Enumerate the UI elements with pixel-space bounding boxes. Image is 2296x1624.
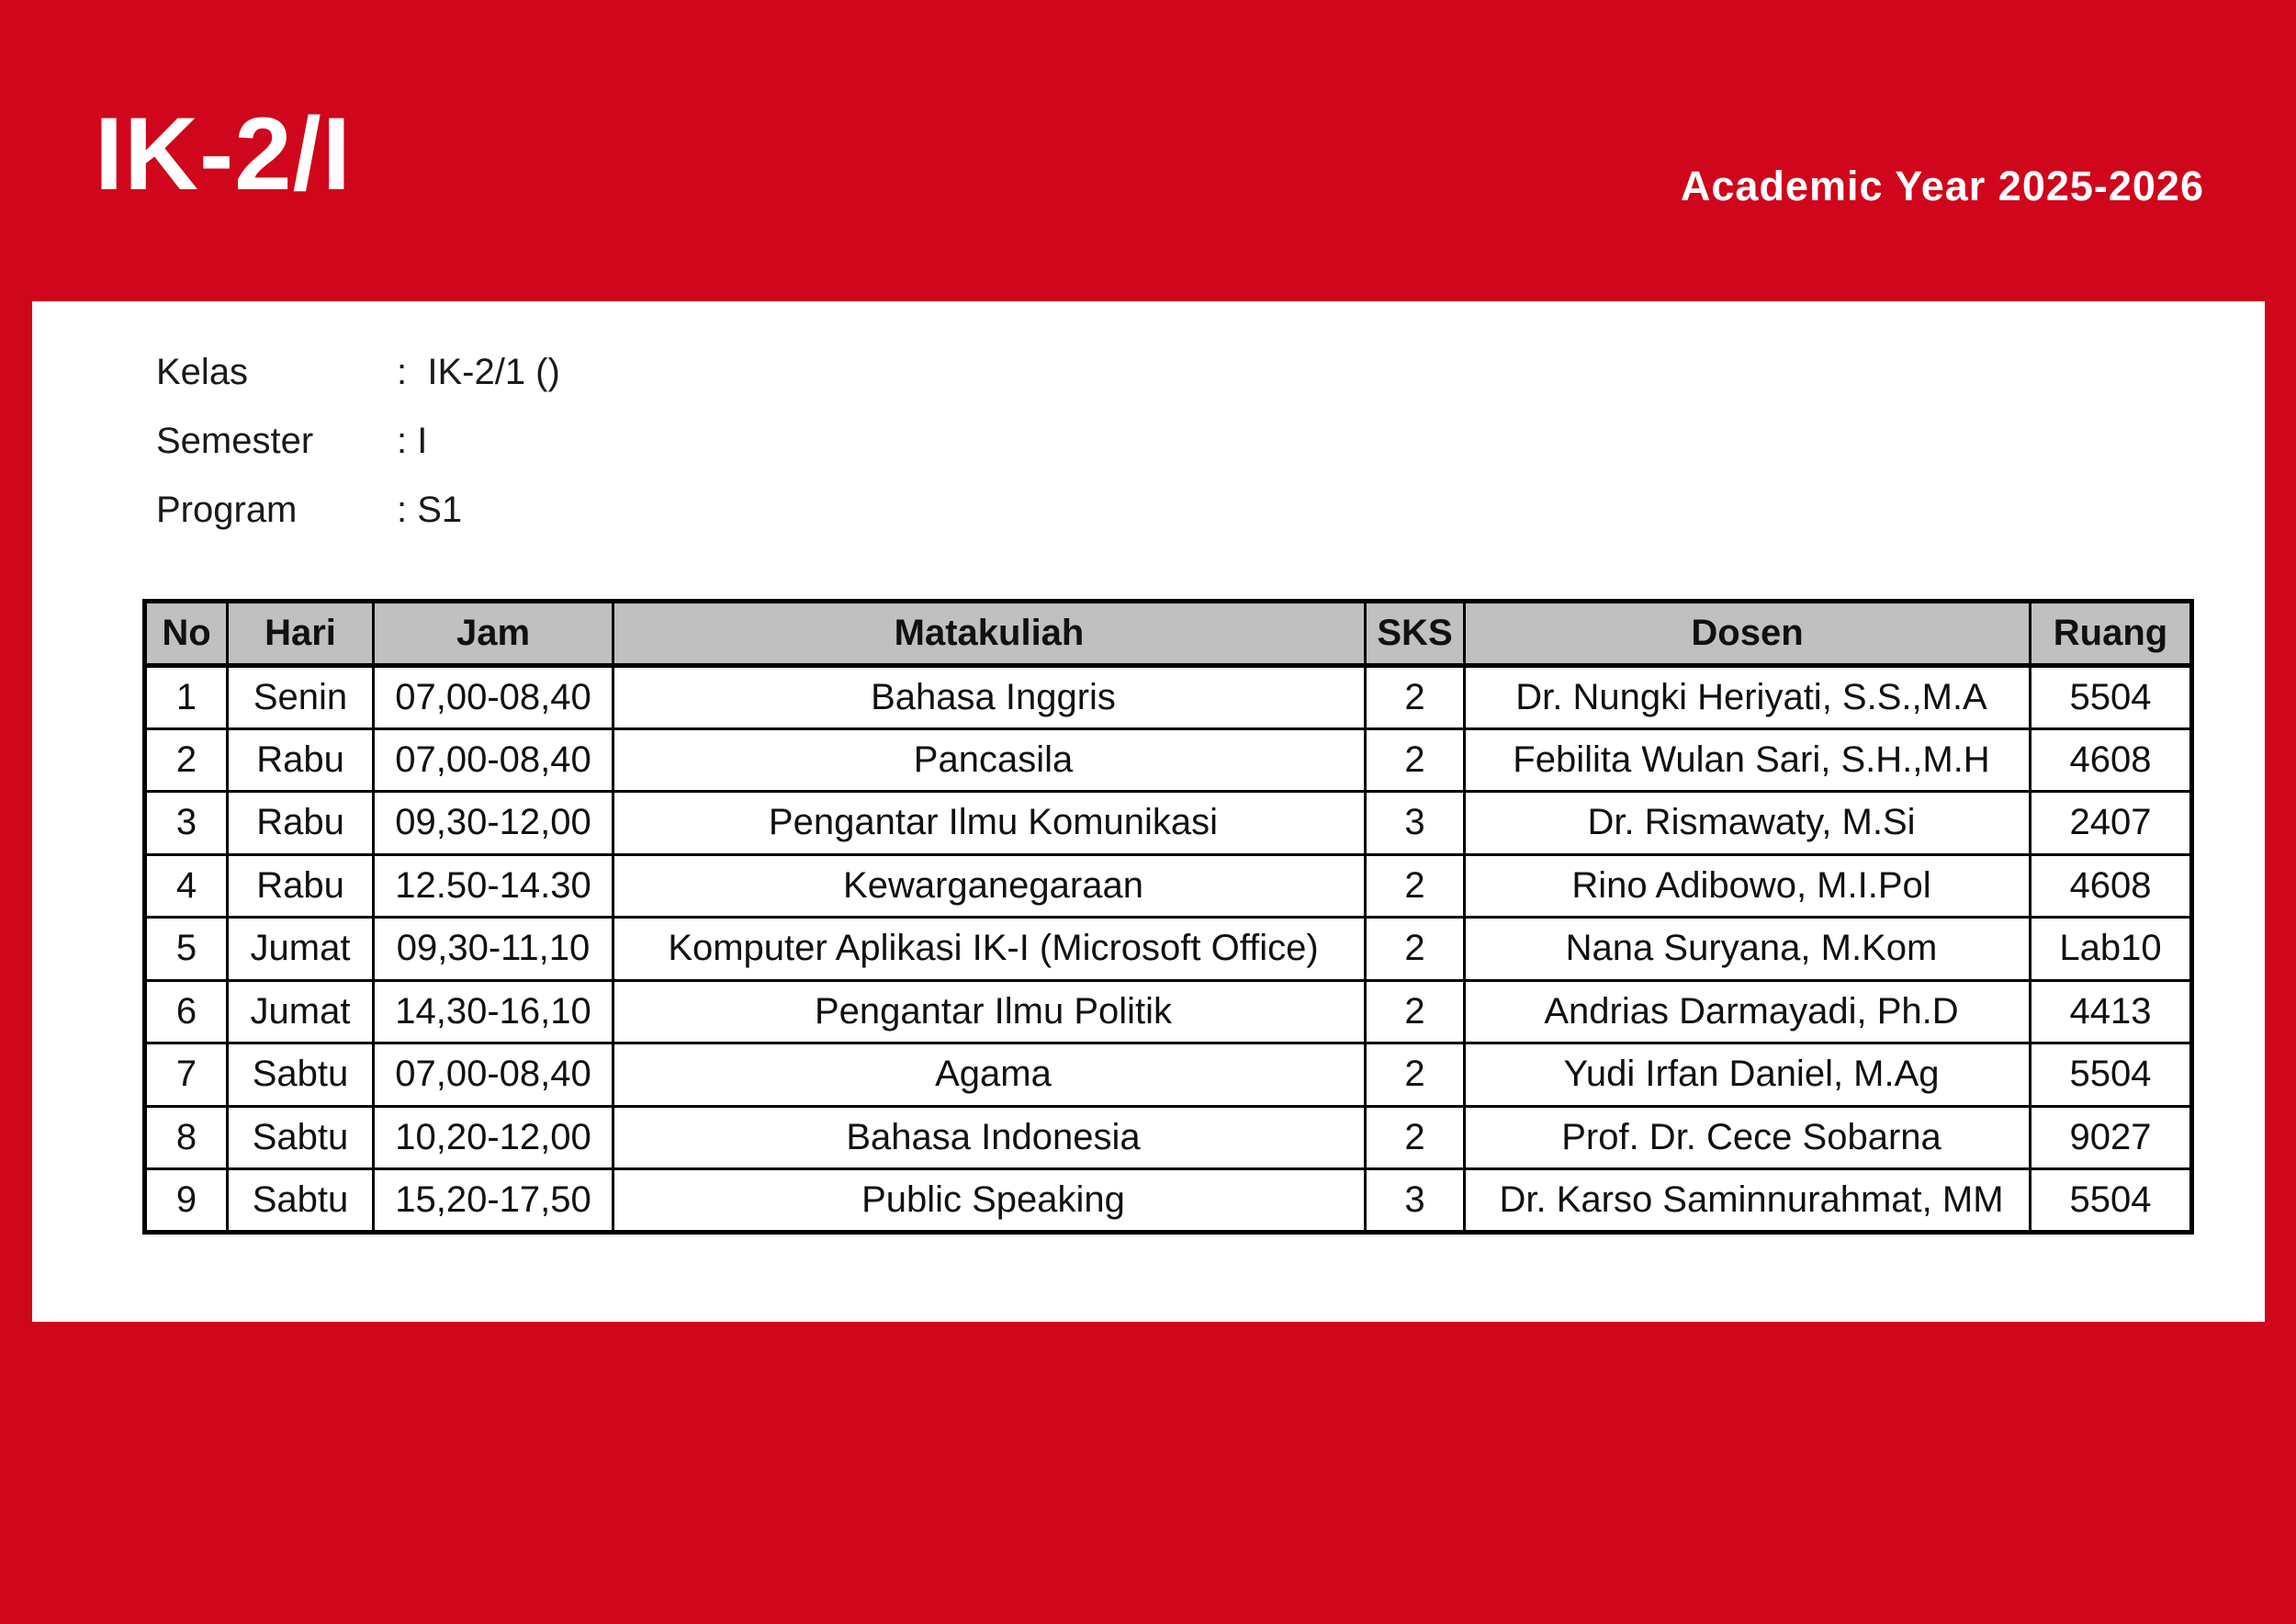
column-header-sks: SKS — [1366, 602, 1465, 666]
table-cell-sks: 2 — [1366, 728, 1465, 792]
table-cell-ruang: 4608 — [2031, 854, 2192, 918]
table-cell-matakuliah: Kewarganegaraan — [613, 854, 1366, 918]
table-cell-dosen: Febilita Wulan Sari, S.H.,M.H — [1465, 728, 2031, 792]
table-cell-sks: 2 — [1366, 854, 1465, 918]
table-cell-sks: 2 — [1366, 980, 1465, 1043]
table-cell-hari: Jumat — [228, 980, 374, 1043]
column-header-hari: Hari — [228, 602, 374, 666]
table-cell-sks: 2 — [1366, 666, 1465, 729]
info-row-kelas — [156, 338, 560, 407]
table-cell-hari: Rabu — [228, 792, 374, 855]
table-cell-hari: Sabtu — [228, 1106, 374, 1169]
header-row — [145, 602, 2192, 666]
column-header-dosen: Dosen — [1465, 602, 2031, 666]
info-row-program — [156, 476, 560, 545]
table-cell-matakuliah: Bahasa Inggris — [613, 666, 1366, 729]
table-cell-matakuliah: Public Speaking — [613, 1169, 1366, 1233]
info-label-program: Program — [156, 490, 298, 530]
table-cell-sks: 3 — [1366, 1169, 1465, 1233]
page-title: IK-2/I — [95, 96, 352, 211]
info-value-kelas: : IK-2/1 () — [397, 352, 560, 392]
column-header-matakuliah: Matakuliah — [613, 602, 1366, 666]
table-cell-no: 7 — [145, 1043, 228, 1107]
table-row — [145, 918, 2192, 981]
table-cell-ruang: 5504 — [2031, 1043, 2192, 1107]
table-cell-hari: Senin — [228, 666, 374, 729]
table-cell-matakuliah: Pengantar Ilmu Politik — [613, 980, 1366, 1043]
table-cell-hari: Sabtu — [228, 1043, 374, 1107]
table-cell-matakuliah: Bahasa Indonesia — [613, 1106, 1366, 1169]
table-cell-no: 3 — [145, 792, 228, 855]
table-cell-no: 4 — [145, 854, 228, 918]
table-cell-ruang: 9027 — [2031, 1106, 2192, 1169]
table-cell-no: 5 — [145, 918, 228, 981]
table-row — [145, 854, 2192, 918]
class-info — [156, 338, 560, 545]
column-header-ruang: Ruang — [2031, 602, 2192, 666]
table-cell-dosen: Rino Adibowo, M.I.Pol — [1465, 854, 2031, 918]
table-cell-jam: 15,20-17,50 — [374, 1169, 613, 1233]
table-cell-jam: 07,00-08,40 — [374, 1043, 613, 1107]
table-row — [145, 1169, 2192, 1233]
table-row — [145, 728, 2192, 792]
table-cell-hari: Rabu — [228, 854, 374, 918]
schedule-card — [32, 301, 2265, 1322]
table-cell-sks: 2 — [1366, 1106, 1465, 1169]
table-cell-hari: Sabtu — [228, 1169, 374, 1233]
table-cell-no: 6 — [145, 980, 228, 1043]
table-cell-matakuliah: Komputer Aplikasi IK-I (Microsoft Office) — [613, 918, 1366, 981]
info-value-program: : S1 — [397, 490, 463, 530]
info-label-kelas: Kelas — [156, 352, 249, 392]
table-cell-matakuliah: Agama — [613, 1043, 1366, 1107]
schedule-table — [142, 599, 2194, 1235]
info-value-semester: : I — [397, 421, 428, 461]
table-cell-no: 8 — [145, 1106, 228, 1169]
schedule-table-header — [145, 602, 2192, 666]
info-label-semester: Semester — [156, 421, 314, 461]
table-cell-ruang: 5504 — [2031, 666, 2192, 729]
table-cell-ruang: 5504 — [2031, 1169, 2192, 1233]
table-cell-sks: 3 — [1366, 792, 1465, 855]
table-cell-matakuliah: Pancasila — [613, 728, 1366, 792]
table-cell-dosen: Nana Suryana, M.Kom — [1465, 918, 2031, 981]
table-cell-no: 2 — [145, 728, 228, 792]
table-cell-jam: 09,30-12,00 — [374, 792, 613, 855]
column-header-no: No — [145, 602, 228, 666]
table-cell-jam: 10,20-12,00 — [374, 1106, 613, 1169]
table-row — [145, 1043, 2192, 1107]
table-cell-no: 9 — [145, 1169, 228, 1233]
table-cell-dosen: Prof. Dr. Cece Sobarna — [1465, 1106, 2031, 1169]
table-cell-dosen: Dr. Rismawaty, M.Si — [1465, 792, 2031, 855]
table-cell-sks: 2 — [1366, 918, 1465, 981]
table-cell-dosen: Dr. Nungki Heriyati, S.S.,M.A — [1465, 666, 2031, 729]
table-row — [145, 792, 2192, 855]
table-cell-no: 1 — [145, 666, 228, 729]
table-cell-ruang: 2407 — [2031, 792, 2192, 855]
table-cell-hari: Rabu — [228, 728, 374, 792]
table-cell-matakuliah: Pengantar Ilmu Komunikasi — [613, 792, 1366, 855]
table-cell-jam: 07,00-08,40 — [374, 666, 613, 729]
table-cell-dosen: Andrias Darmayadi, Ph.D — [1465, 980, 2031, 1043]
academic-year-label: Academic Year 2025-2026 — [1680, 163, 2204, 209]
table-cell-dosen: Yudi Irfan Daniel, M.Ag — [1465, 1043, 2031, 1107]
schedule-table-body — [145, 666, 2192, 1233]
table-cell-ruang: 4413 — [2031, 980, 2192, 1043]
table-cell-jam: 09,30-11,10 — [374, 918, 613, 981]
table-cell-hari: Jumat — [228, 918, 374, 981]
table-cell-ruang: 4608 — [2031, 728, 2192, 792]
table-row — [145, 1106, 2192, 1169]
table-row — [145, 666, 2192, 729]
table-cell-jam: 12.50-14.30 — [374, 854, 613, 918]
table-row — [145, 980, 2192, 1043]
table-cell-jam: 14,30-16,10 — [374, 980, 613, 1043]
table-cell-jam: 07,00-08,40 — [374, 728, 613, 792]
info-row-semester — [156, 407, 560, 476]
table-cell-ruang: Lab10 — [2031, 918, 2192, 981]
table-cell-dosen: Dr. Karso Saminnurahmat, MM — [1465, 1169, 2031, 1233]
table-cell-sks: 2 — [1366, 1043, 1465, 1107]
column-header-jam: Jam — [374, 602, 613, 666]
